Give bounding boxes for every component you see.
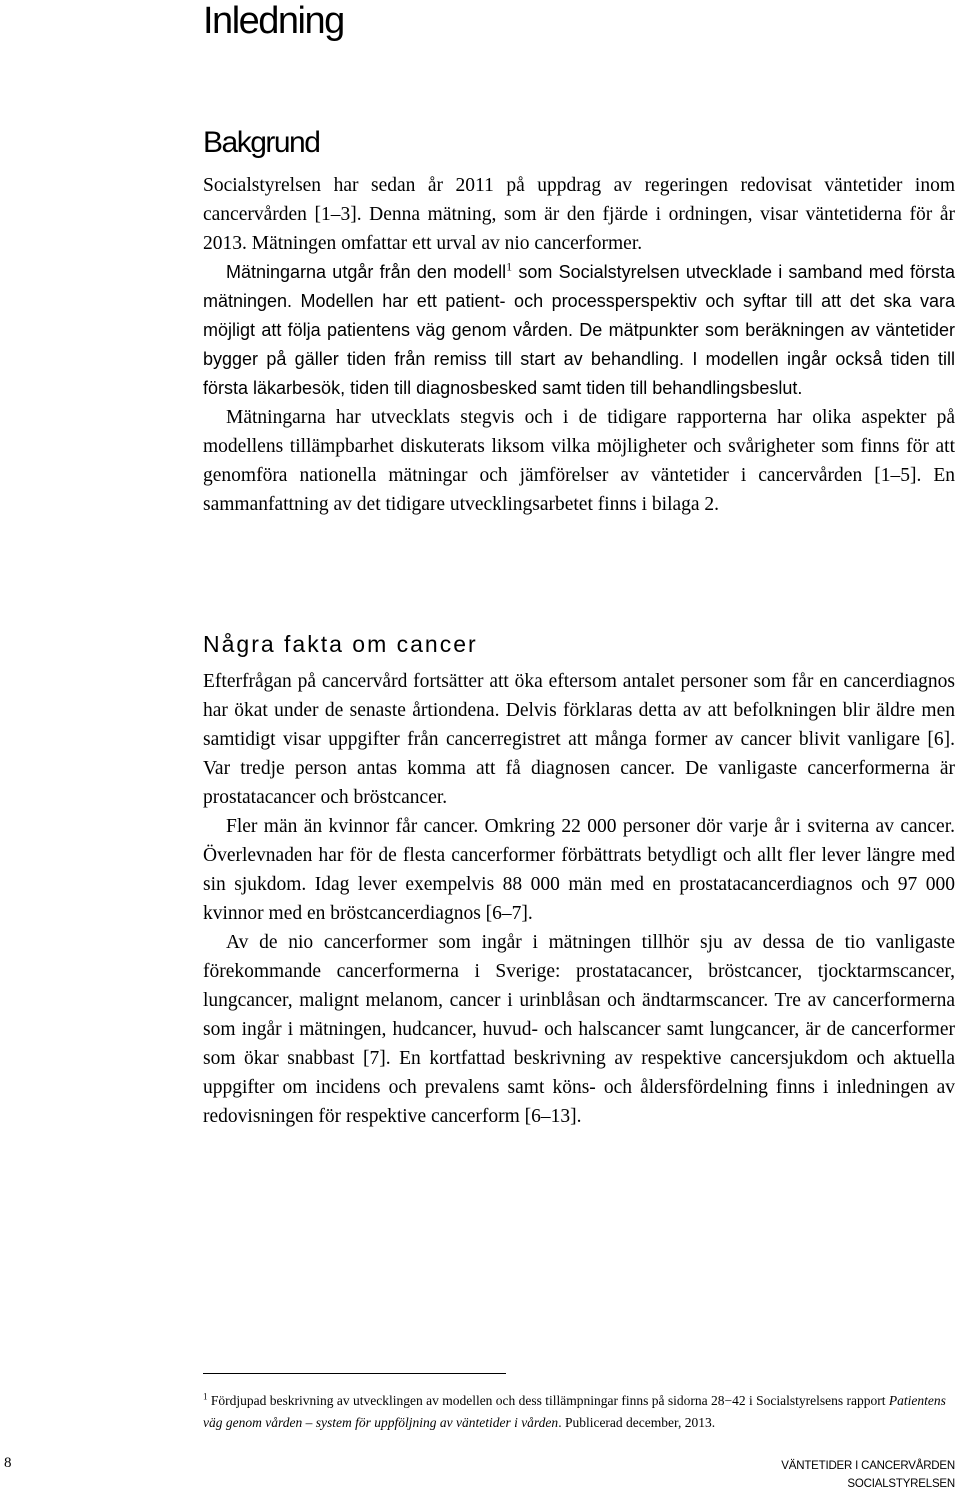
- paragraph: [203, 258, 955, 403]
- footnote-divider: [203, 1373, 506, 1374]
- paragraph-text: Modellen har ett patient- och processperspektiv och syftar till att det ska vara möjligt att följa patientens väg genom vården. De mätpunkter som beräkningen av väntetider bygger på gäller tiden från remiss till start av behandling. I modellen ingår också tiden till första läkarbesök, tiden till diagnosbesked samt tiden till behandlingsbeslut.: [203, 291, 956, 398]
- footer-publisher: SOCIALSTYRELSEN: [847, 1478, 955, 1490]
- paragraph: Fler män än kvinnor får cancer. Omkring 22 000 personer dör varje år i sviterna av cancer. Överlevnaden har för de flesta cancerformer förbättrats betydligt och allt fler lever längre med sin sjukdom. Idag lever exempelvis 88 000 män med en prostatacancerdiagnos och 97 000 kvinnor med en bröstcancerdiagnos [6–7].: [203, 816, 955, 924]
- section-title-background: Bakgrund: [203, 126, 320, 159]
- paragraph: Av de nio cancerformer som ingår i mätningen tillhör sju av dessa de tio vanligaste förekommande cancerformerna i Sverige: prostatacancer, bröstcancer, tjocktarmscancer, lungcancer, malignt melanom, cancer i urinblåsan och ändtarmscancer. Tre av cancerformerna som ingår i mätningen, hudcancer, huvud- och halscancer samt lungcancer, är de cancerformer som ökar snabbast [7]. En kortfattad beskrivning av respektive cancersjukdom och aktuella uppgifter om incidens och prevalens samt köns- och åldersfördelning finns i inledningen av redovisningen för respektive cancerform [6–13].: [203, 932, 955, 1127]
- footnote-text: . Publicerad december, 2013.: [558, 1415, 716, 1430]
- page-heading: Inledning: [203, 0, 344, 42]
- footnote-marker: 1: [203, 1391, 208, 1402]
- running-footer: [781, 1457, 955, 1493]
- footer-doc-title: VÄNTETIDER I CANCERVÅRDEN: [781, 1460, 955, 1472]
- section-background-body: [203, 171, 955, 519]
- footnote: [203, 1390, 955, 1434]
- paragraph: Socialstyrelsen har sedan år 2011 på uppdrag av regeringen redovisat väntetider inom cancervården [1–3]. Denna mätning, som är den fjärde i ordningen, visar väntetiderna för år 2013. Mätningen omfattar ett urval av nio cancerformer.: [203, 175, 955, 254]
- section-facts-body: [203, 667, 955, 1131]
- section-title-facts: Några fakta om cancer: [203, 631, 478, 657]
- footnote-ref: 1: [506, 259, 513, 274]
- paragraph-text: som Socialstyrelsen utvecklade i samband med första mätningen.: [203, 262, 955, 311]
- footnote-report-title: Patientens väg genom vården – system för uppföljning av väntetider i vården: [203, 1393, 946, 1430]
- page-number: 8: [4, 1455, 12, 1471]
- paragraph-text: Mätningarna utgår från den modell: [226, 262, 507, 282]
- footnote-text: Fördjupad beskrivning av utvecklingen av modellen och dess tillämpningar finns på sidorna 28−42 i Socialstyrelsens rapport: [207, 1393, 889, 1408]
- paragraph: Mätningarna har utvecklats stegvis och i de tidigare rapporterna har olika aspekter på modellens tillämpbarhet diskuterats liksom vilka möjligheter och svårigheter som finns för att genomföra nationella mätningar och jämförelser av väntetider i cancervården [1–5]. En sammanfattning av det tidigare utvecklingsarbetet finns i bilaga 2.: [203, 407, 955, 515]
- paragraph: Efterfrågan på cancervård fortsätter att öka eftersom antalet personer som får en cancerdiagnos har ökat under de senaste årtiondena. Delvis förklaras detta av att befolkningen blir äldre men samtidigt visar uppgifter från cancerregistret att många former av cancer blivit vanligare [6]. Var tredje person antas komma att få diagnosen cancer. De vanligaste cancerformerna är prostatacancer och bröstcancer.: [203, 671, 955, 808]
